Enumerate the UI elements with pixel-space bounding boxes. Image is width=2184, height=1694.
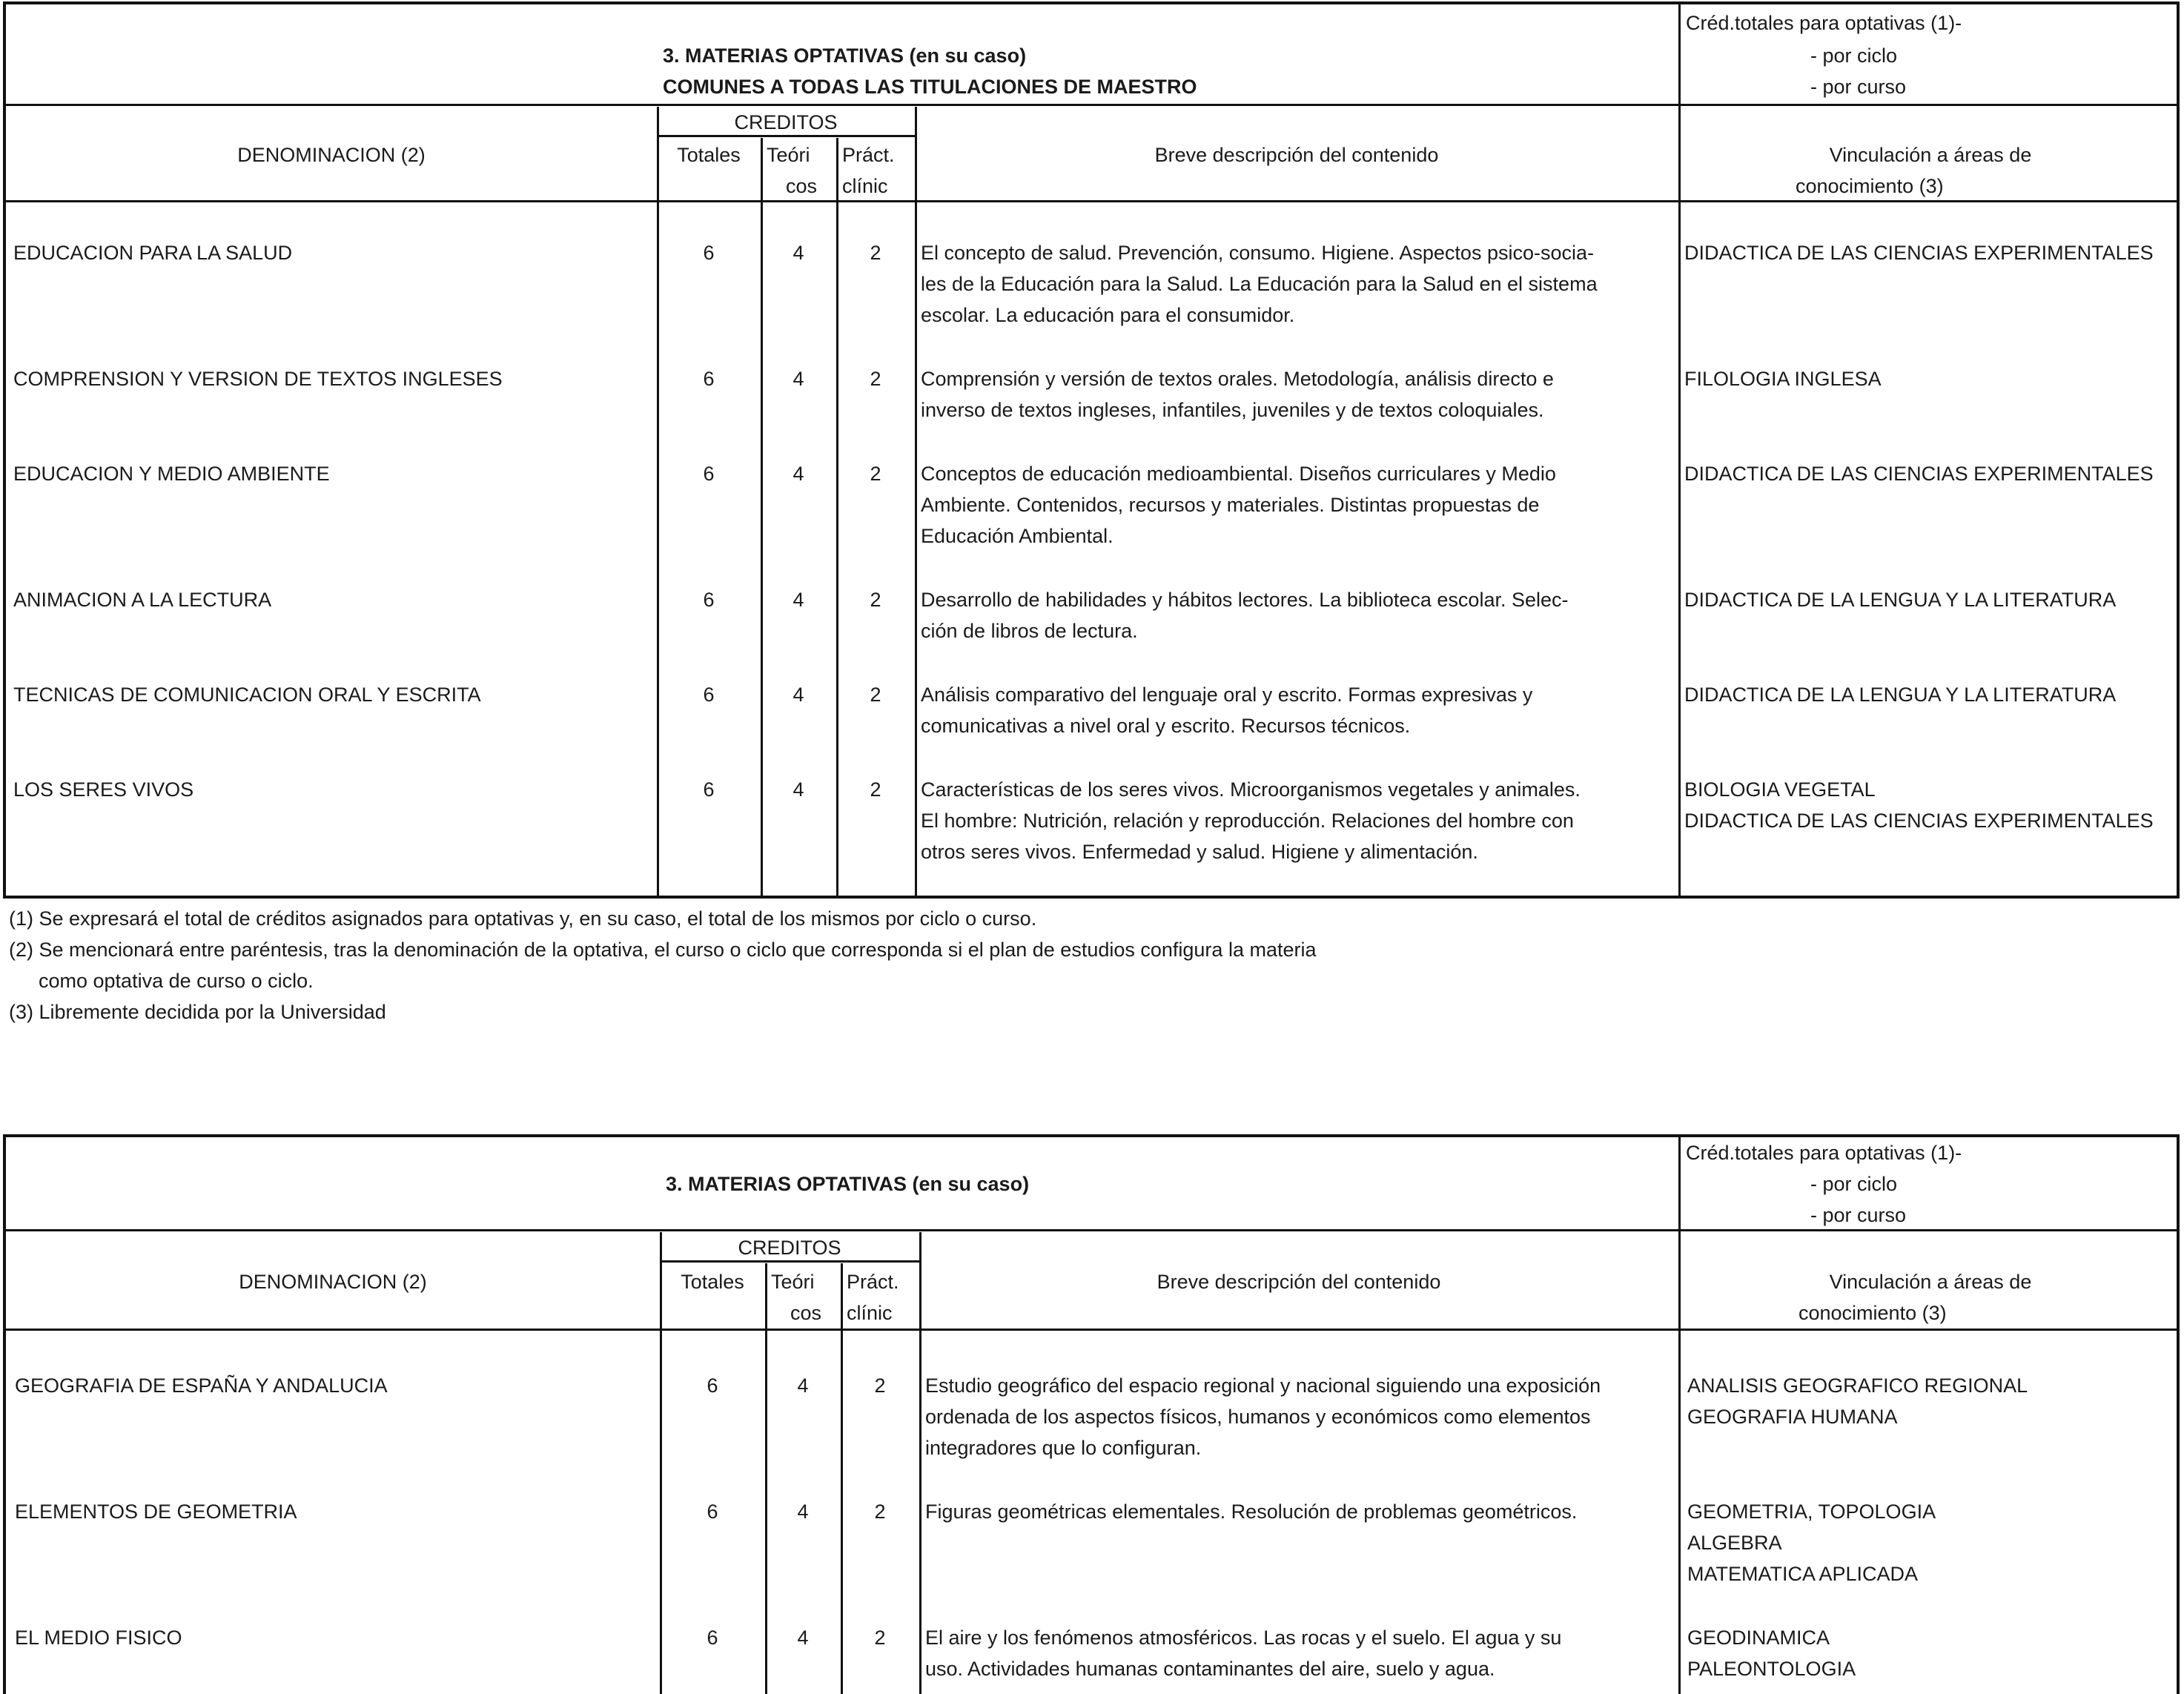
cred-totales-label: Créd.totales para optativas (1)- <box>1686 12 1962 34</box>
creditos-teoricos: 4 <box>797 1501 809 1523</box>
section-title: 3. MATERIAS OPTATIVAS (en su caso) <box>663 44 1027 67</box>
area-conocimiento: ALGEBRA <box>1687 1532 1782 1554</box>
optativas-table-comunes <box>3 1 2180 899</box>
area-conocimiento: DIDACTICA DE LAS CIENCIAS EXPERIMENTALES <box>1684 810 2154 832</box>
descripcion-line: ordenada de los aspectos físicos, humanos y económicos como elementos <box>925 1406 1591 1428</box>
creditos-teoricos: 4 <box>797 1627 809 1649</box>
optativas-table <box>3 1134 2180 1694</box>
creditos-teoricos: 4 <box>792 778 804 801</box>
area-conocimiento: FILOLOGIA INGLESA <box>1684 368 1882 390</box>
creditos-teoricos: 4 <box>792 242 804 264</box>
row-divider <box>6 104 2177 106</box>
section-subtitle: COMUNES A TODAS LAS TITULACIONES DE MAESTRO <box>663 76 1197 98</box>
area-conocimiento: DIDACTICA DE LA LENGUA Y LA LITERATURA <box>1684 589 2117 611</box>
creditos-teoricos: 4 <box>792 589 804 611</box>
denominacion-header: DENOMINACION (2) <box>237 144 426 166</box>
descripcion-line: uso. Actividades humanas contaminantes del aire, suelo y agua. <box>925 1658 1495 1680</box>
creditos-totales: 6 <box>703 242 715 264</box>
row-divider <box>6 1329 2177 1331</box>
cred-totales-label: Créd.totales para optativas (1)- <box>1686 1142 1962 1164</box>
descripcion-line: El aire y los fenómenos atmosféricos. Las rocas y el suelo. El agua y su <box>925 1627 1562 1649</box>
por-curso-label: - por curso <box>1810 1204 1907 1226</box>
vinculacion-header: Vinculación a áreas de <box>1829 144 2032 166</box>
area-conocimiento: GEODINAMICA <box>1687 1627 1830 1649</box>
creditos-teoricos: 4 <box>792 368 804 390</box>
area-conocimiento: ANALISIS GEOGRAFICO REGIONAL <box>1687 1374 2028 1397</box>
totales-header: Totales <box>677 144 741 166</box>
creditos-header: CREDITOS <box>738 1237 841 1259</box>
creditos-totales: 6 <box>703 368 715 390</box>
descripcion-line: escolar. La educación para el consumidor. <box>921 304 1295 326</box>
creditos-teoricos: 4 <box>797 1374 809 1397</box>
footnote-1: (1) Se expresará el total de créditos asignados para optativas y, en su caso, el total de los mismos por ciclo o curso. <box>9 907 1037 930</box>
descripcion-line: El concepto de salud. Prevención, consumo. Higiene. Aspectos psico-socia- <box>921 242 1594 264</box>
materia-name: EDUCACION Y MEDIO AMBIENTE <box>13 463 330 485</box>
denominacion-header: DENOMINACION (2) <box>239 1271 427 1293</box>
footnotes <box>9 903 1566 1028</box>
col-divider <box>1678 4 1681 896</box>
creditos-teoricos: 4 <box>792 463 804 485</box>
creditos-totales: 6 <box>707 1501 718 1523</box>
col-divider <box>915 107 917 896</box>
teoricos-header-2: cos <box>790 1302 822 1324</box>
descripcion-line: inverso de textos ingleses, infantiles, juveniles y de textos coloquiales. <box>921 399 1544 421</box>
creditos-practicos: 2 <box>874 1627 886 1649</box>
descripcion-line: El hombre: Nutrición, relación y reproducción. Relaciones del hombre con <box>921 810 1574 832</box>
col-divider <box>919 1232 921 1694</box>
materia-name: TECNICAS DE COMUNICACION ORAL Y ESCRITA <box>13 684 481 706</box>
area-conocimiento: GEOMETRIA, TOPOLOGIA <box>1687 1501 1936 1523</box>
descripcion-line: ción de libros de lectura. <box>921 620 1138 642</box>
descripcion-header: Breve descripción del contenido <box>1156 1271 1441 1293</box>
practicos-header: Práct. <box>842 144 895 166</box>
materia-name: GEOGRAFIA DE ESPAÑA Y ANDALUCIA <box>15 1374 388 1397</box>
creditos-totales: 6 <box>707 1374 718 1397</box>
vinculacion-header: Vinculación a áreas de <box>1829 1271 2032 1293</box>
descripcion-line: Estudio geográfico del espacio regional y nacional siguiendo una exposición <box>925 1374 1601 1397</box>
area-conocimiento: PALEONTOLOGIA <box>1687 1658 1856 1680</box>
practicos-header: Práct. <box>847 1271 899 1293</box>
creditos-totales: 6 <box>703 684 715 706</box>
area-conocimiento: MATEMATICA APLICADA <box>1687 1563 1919 1585</box>
creditos-practicos: 2 <box>874 1501 886 1523</box>
creditos-teoricos: 4 <box>792 684 804 706</box>
descripcion-line: integradores que lo configuran. <box>925 1437 1202 1459</box>
por-curso-label: - por curso <box>1810 76 1907 98</box>
creditos-practicos: 2 <box>870 589 881 611</box>
creditos-totales: 6 <box>703 589 715 611</box>
descripcion-line: Características de los seres vivos. Microorganismos vegetales y animales. <box>921 778 1581 801</box>
creditos-header: CREDITOS <box>734 111 838 133</box>
practicos-header-2: clínic <box>842 175 888 197</box>
descripcion-line: Figuras geométricas elementales. Resolución de problemas geométricos. <box>925 1501 1578 1523</box>
teoricos-header-2: cos <box>786 175 818 197</box>
col-divider <box>1678 1137 1681 1694</box>
descripcion-line: Desarrollo de habilidades y hábitos lectores. La biblioteca escolar. Selec- <box>921 589 1569 611</box>
creditos-practicos: 2 <box>870 778 881 801</box>
creditos-practicos: 2 <box>870 368 881 390</box>
footnote-2-continued: como optativa de curso o ciclo. <box>39 970 314 992</box>
area-conocimiento: DIDACTICA DE LAS CIENCIAS EXPERIMENTALES <box>1684 463 2154 485</box>
descripcion-line: otros seres vivos. Enfermedad y salud. Higiene y alimentación. <box>921 841 1478 863</box>
totales-header: Totales <box>681 1271 744 1293</box>
por-ciclo-label: - por ciclo <box>1810 1173 1898 1195</box>
por-ciclo-label: - por ciclo <box>1810 44 1898 67</box>
descripcion-line: Conceptos de educación medioambiental. Diseños curriculares y Medio <box>921 463 1556 485</box>
practicos-header-2: clínic <box>847 1302 893 1324</box>
area-conocimiento: DIDACTICA DE LA LENGUA Y LA LITERATURA <box>1684 684 2117 706</box>
creditos-practicos: 2 <box>870 684 881 706</box>
descripcion-header: Breve descripción del contenido <box>1154 144 1439 166</box>
teoricos-header: Teóri <box>767 144 810 166</box>
creditos-practicos: 2 <box>870 463 881 485</box>
descripcion-line: Ambiente. Contenidos, recursos y materiales. Distintas propuestas de <box>921 494 1540 516</box>
descripcion-line: Análisis comparativo del lenguaje oral y escrito. Formas expresivas y <box>921 684 1533 706</box>
creditos-totales: 6 <box>703 463 715 485</box>
materia-name: EDUCACION PARA LA SALUD <box>13 242 293 264</box>
area-conocimiento: BIOLOGIA VEGETAL <box>1684 778 1876 801</box>
descripcion-line: comunicativas a nivel oral y escrito. Recursos técnicos. <box>921 715 1411 737</box>
area-conocimiento: GEOGRAFIA HUMANA <box>1687 1406 1898 1428</box>
area-conocimiento: DIDACTICA DE LAS CIENCIAS EXPERIMENTALES <box>1684 242 2154 264</box>
creditos-practicos: 2 <box>870 242 881 264</box>
section-title: 3. MATERIAS OPTATIVAS (en su caso) <box>666 1173 1030 1195</box>
footnote-3: (3) Libremente decidida por la Universidad <box>9 1001 386 1023</box>
creditos-practicos: 2 <box>874 1374 886 1397</box>
descripcion-line: les de la Educación para la Salud. La Educación para la Salud en el sistema <box>921 273 1598 295</box>
materia-name: ELEMENTOS DE GEOMETRIA <box>15 1501 297 1523</box>
materia-name: LOS SERES VIVOS <box>13 778 194 801</box>
descripcion-line: Educación Ambiental. <box>921 525 1113 547</box>
materia-name: EL MEDIO FISICO <box>15 1627 182 1649</box>
descripcion-line: Comprensión y versión de textos orales. Metodología, análisis directo e <box>921 368 1554 390</box>
materia-name: ANIMACION A LA LECTURA <box>13 589 272 611</box>
teoricos-header: Teóri <box>771 1271 815 1293</box>
vinculacion-header-2: conocimiento (3) <box>1796 175 1944 197</box>
creditos-totales: 6 <box>703 778 715 801</box>
creditos-totales: 6 <box>707 1627 718 1649</box>
footnote-2: (2) Se mencionará entre paréntesis, tras la denominación de la optativa, el curso o ciclo que corresponda si el plan de estudios configura la materia <box>9 939 1317 961</box>
materia-name: COMPRENSION Y VERSION DE TEXTOS INGLESES <box>13 368 503 390</box>
vinculacion-header-2: conocimiento (3) <box>1799 1302 1947 1324</box>
